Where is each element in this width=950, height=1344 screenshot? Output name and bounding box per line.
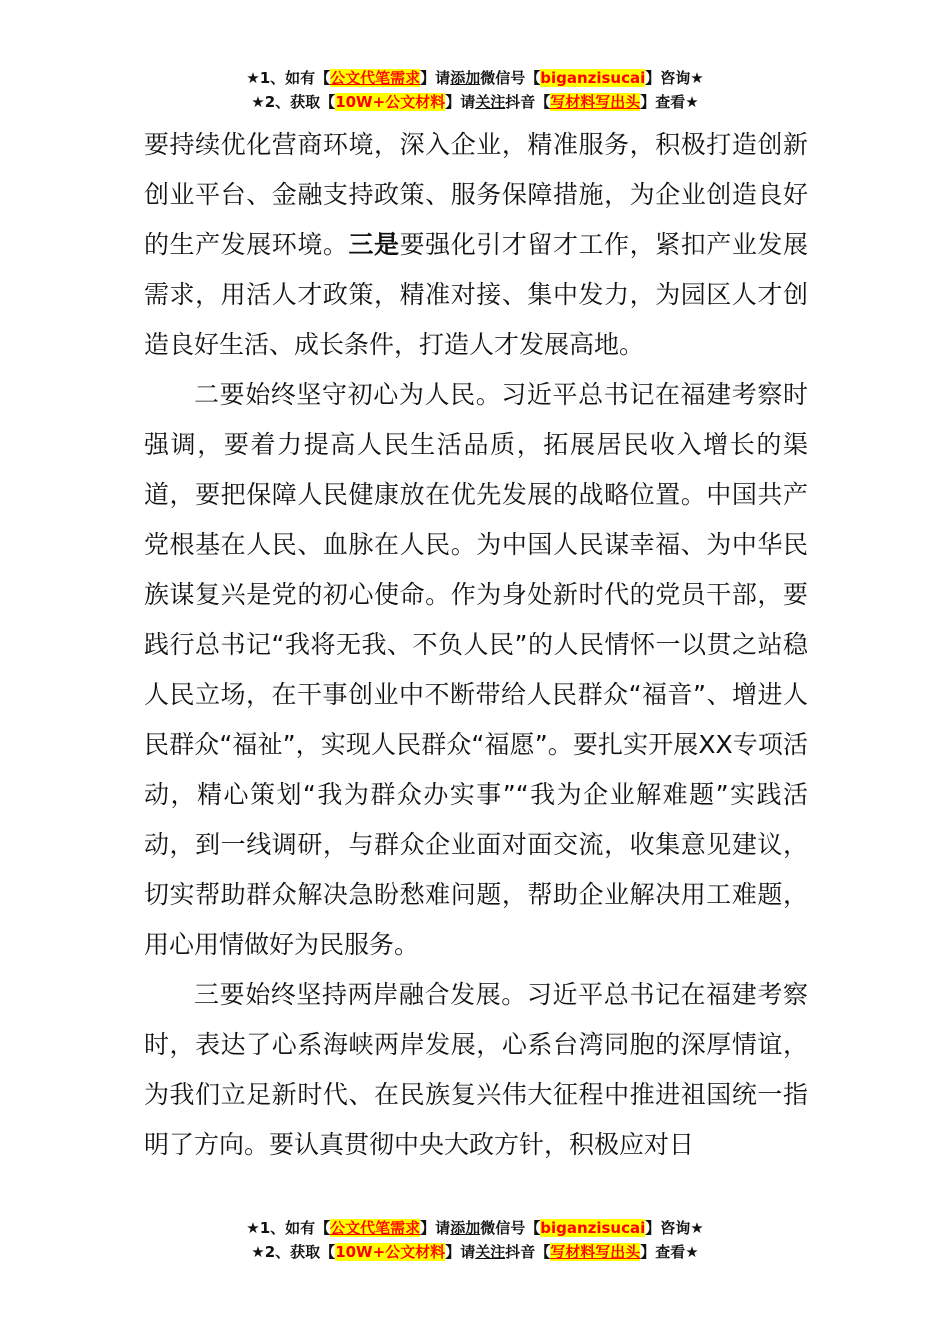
- footer-highlight-materials: 10W+公文材料: [335, 1243, 446, 1261]
- header-banner: [0, 66, 950, 114]
- banner-line-2-mid2: 抖音【: [505, 93, 551, 111]
- footer-line-1-suffix: 】咨询★: [645, 1219, 704, 1237]
- document-body: [144, 120, 808, 1170]
- paragraph-1-lead: 三是: [348, 230, 400, 259]
- paragraph-3: 三要始终坚持两岸融合发展。习近平总书记在福建考察时，表达了心系海峡两岸发展，心系台湾同胞的深厚情谊，为我们立足新时代、在民族复兴伟大征程中推进祖国统一指明了方向。要认真贯彻中央大政方针，积极应对日: [144, 980, 808, 1159]
- banner-line-2: [0, 90, 950, 114]
- banner-line-2-suffix: 】查看★: [640, 93, 699, 111]
- footer-line-1-mid2: 微信号【: [480, 1219, 541, 1237]
- footer-line-2: [0, 1240, 950, 1264]
- footer-highlight-wechat-id: biganzisucai: [540, 1219, 646, 1237]
- paragraph-1-part-b: 要强化引才留才工作，紧扣产业发展需求，用活人才政策，精准对接、集中发力，为园区人才创造良好生活、成长条件，打造人才发展高地。: [144, 230, 808, 359]
- banner-line-1-mid1: 】请: [420, 69, 451, 87]
- paragraph-1-part-a: 要持续优化营商环境，深入企业，精准服务，积极打造创新创业平台、金融支持政策、服务保障措施，为企业创造良好的生产发展环境。: [144, 130, 808, 259]
- footer-line-1-underline: 添加: [450, 1219, 481, 1237]
- highlight-materials: 10W+公文材料: [335, 93, 446, 111]
- footer-line-1: [0, 1216, 950, 1240]
- banner-line-1-mid2: 微信号【: [480, 69, 541, 87]
- paragraph-1: [144, 120, 808, 370]
- banner-line-2-prefix: ★2、获取【: [251, 93, 336, 111]
- footer-highlight-writing-service: 公文代笔需求: [330, 1219, 421, 1237]
- banner-line-1: [0, 66, 950, 90]
- highlight-wechat-id: biganzisucai: [540, 69, 646, 87]
- banner-line-1-prefix: ★1、如有【: [246, 69, 331, 87]
- footer-line-1-mid1: 】请: [420, 1219, 451, 1237]
- highlight-douyin-account: 写材料写出头: [550, 93, 641, 111]
- footer-banner: [0, 1216, 950, 1264]
- footer-line-2-mid1: 】请: [445, 1243, 476, 1261]
- highlight-writing-service: 公文代笔需求: [330, 69, 421, 87]
- footer-line-1-prefix: ★1、如有【: [246, 1219, 331, 1237]
- footer-line-2-prefix: ★2、获取【: [251, 1243, 336, 1261]
- footer-line-2-suffix: 】查看★: [640, 1243, 699, 1261]
- footer-line-2-underline: 关注: [475, 1243, 506, 1261]
- banner-line-1-suffix: 】咨询★: [645, 69, 704, 87]
- footer-line-2-mid2: 抖音【: [505, 1243, 551, 1261]
- banner-line-2-mid1: 】请: [445, 93, 476, 111]
- banner-line-1-underline: 添加: [450, 69, 481, 87]
- paragraph-2: 二要始终坚守初心为人民。习近平总书记在福建考察时强调，要着力提高人民生活品质，拓展居民收入增长的渠道，要把保障人民健康放在优先发展的战略位置。中国共产党根基在人民、血脉在人民。为中国人民谋幸福、为中华民族谋复兴是党的初心使命。作为身处新时代的党员干部，要践行总书记“我将无我、不负人民”的人民情怀一以贯之站稳人民立场，在干事创业中不断带给人民群众“福音”、增进人民群众“福祉”，实现人民群众“福愿”。要扎实开展XX专项活动，精心策划“我为群众办实事”“我为企业解难题”实践活动，到一线调研，与群众企业面对面交流，收集意见建议，切实帮助群众解决急盼愁难问题，帮助企业解决用工难题，用心用情做好为民服务。: [144, 380, 808, 959]
- banner-line-2-underline: 关注: [475, 93, 506, 111]
- footer-highlight-douyin-account: 写材料写出头: [550, 1243, 641, 1261]
